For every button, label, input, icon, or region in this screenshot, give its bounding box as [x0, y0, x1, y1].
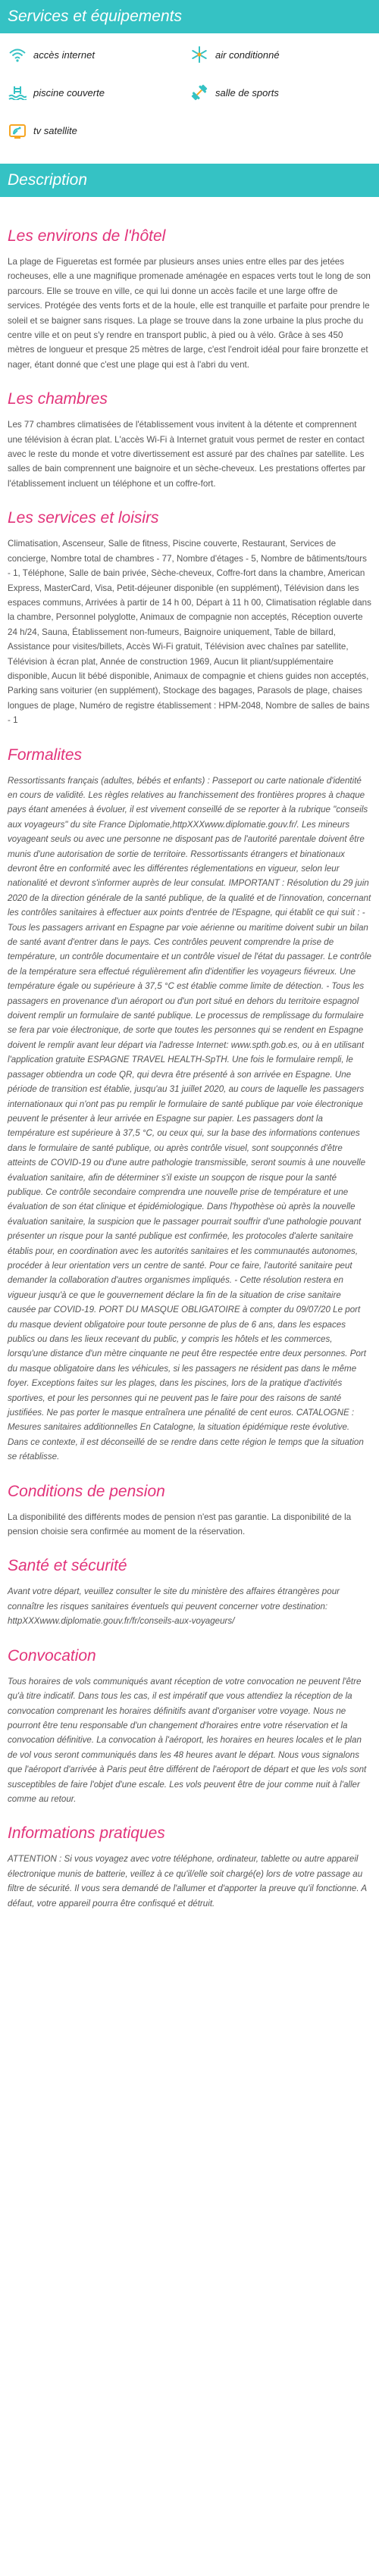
pool-icon	[8, 83, 27, 102]
section-heading-convocation: Convocation	[8, 1646, 96, 1665]
amenity-gym	[190, 76, 371, 109]
dumbbell-icon	[190, 83, 209, 102]
amenity-label: accès internet	[33, 48, 95, 61]
section-heading-health-safety: Santé et sécurité	[8, 1557, 127, 1575]
amenity-satellite-tv	[8, 114, 190, 147]
amenity-indoor-pool	[8, 76, 190, 109]
amenity-label: tv satellite	[33, 124, 77, 136]
wifi-icon	[8, 45, 27, 64]
amenity-internet	[8, 38, 190, 71]
section-text-practical-info: ATTENTION : Si vous voyagez avec votre téléphone, ordinateur, tablette ou autre appareil électronique munis de batterie, veillez à ce qu'il/elle soit chargé(e) lors de votre passage au filtre de sécurité. Il vous sera demandé de l'allumer et d'apporter la preuve qu'il fonctionne. A défaut, votre appareil pourra être confisqué et détruit.	[8, 1854, 367, 1909]
section-text-convocation: Tous horaires de vols communiqués avant réception de votre convocation ne peuvent l'être qu'à titre indicatif. Dans tous les cas, il est impératif que vous attendiez la réception de la convocation comprenant les horaires définitifs avant d'organiser votre voyage. Nous ne pourront être tenu responsable d'un changement d'horaires entre votre réservation et la convocation définitive. La convocation à l'aéroport, les horaires en heures locales et le plan de vol vous seront communiqués dans les 48 heures avant le départ. Nous vous signalons que l'aéroport d'arrivée à Paris peut être différent de l'aéroport de départ et que les vols sont susceptibles de faire l'objet d'une escale. Les vols peuvent être de jour comme nuit à l'aller comme au retour.	[8, 1676, 367, 1804]
section-heading-formalities: Formalites	[8, 746, 83, 764]
section-heading-services: Les services et loisirs	[8, 509, 159, 527]
snowflake-icon	[190, 45, 209, 64]
section-heading-practical-info: Informations pratiques	[8, 1824, 165, 1843]
amenity-label: air conditionné	[215, 48, 280, 61]
section-heading-board-conditions: Conditions de pension	[8, 1482, 165, 1500]
amenities-list	[0, 33, 379, 147]
amenity-label: piscine couverte	[33, 86, 105, 98]
section-text-formalities: Ressortissants français (adultes, bébés et enfants) : Passeport ou carte nationale d'identité en cours de validité. Les règles relatives au franchissement des frontières propres à chaque pays étant amenées à évoluer, il est vivement conseillé de se reporter à la rubrique "conseils aux voyageurs" du site France Diplomatie,httpXXXwww.diplomatie.gouv.fr/. Les mineurs voyageant seuls ou avec une personne ne disposant pas de l'autorité parentale doivent être munis d'une autorisation de sortie de territoire. Ressortissants étrangers et binationaux devront être en conformité avec les différentes réglementations en vigueur, selon leur nationalité et devront s'informer auprès de leur consulat. IMPORTANT : Résolution du 29 juin 2020 de la direction générale de la santé publique, de la qualité et de l'innovation, concernant les contrôles sanitaires à effectuer aux points d'entrée de l'Espagne, qui établit ce qui suit : - Tous les passagers arrivant en Espagne par voie aérienne ou maritime doivent subir un bilan de santé avant d'entrer dans le pays. Ces contrôles peuvent comprendre la prise de température, un contrôle documentaire et un contrôle visuel de l'état du passager. Le contrôle de la température sera effectué régulièrement afin d'identifier les voyageurs fiévreux. Une température égale ou supérieure à 37,5 °C est établie comme limite de détection. - Tous les passagers en provenance d'un aéroport ou d'un port situé en dehors du territoire espagnol doivent remplir un formulaire de santé publique. Le processus de remplissage du formulaire se fera par voie électronique, de sorte que toutes les personnes qui se rendent en Espagne doivent le remplir avant leur départ via l'adresse Internet: www.spth.gob.es, ou à en utilisant l'application gratuite ESPAGNE TRAVEL HEALTH-SpTH. Une fois le formulaire rempli, le passager obtiendra un code QR, qui devra être présenté à son arrivée en Espagne. Une période de transition est établie, jusqu'au 31 juillet 2020, au cours de laquelle les passagers internationaux qui n'ont pas pu remplir le formulaire de santé publique par voie électronique peuvent le présenter à leur arrivée en Espagne sur papier. Les passagers dont la température est supérieure à 37,5 °C, ou ceux qui, sur la base des informations contenues dans le formulaire de santé publique, ou après contrôle visuel, sont soupçonnés d'être atteints de COVID-19 ou d'une autre pathologie transmissible, seront soumis à une nouvelle évaluation sanitaire, afin de déterminer s'il existe un soupçon de risque pour la santé publique. Ce contrôle secondaire comprendra une nouvelle prise de température et une évaluation de son état clinique et épidémiologique. Dans l'hypothèse où après la nouvelle évaluation sanitaire, la suspicion que le passager pourrait souffrir d'une pathologie pouvant présenter un risque pour la santé publique est confirmée, les protocoles d'alerte sanitaire établis pour, en coordination avec les autorités sanitaires et les communautés autonomes, procéder à leur orientation vers un centre de santé. Pour ce faire, l'autorité sanitaire peut demander la collaboration d'autres organismes impliqués. - Cette résolution restera en vigueur jusqu'à ce que le gouvernement déclare la fin de la situation de crise sanitaire causée par COVID-19. PORT DU MASQUE OBLIGATOIRE à compter du 09/07/20 Le port du masque devient obligatoire pour toute personne de plus de 6 ans, dans les espaces publics ou dans les lieux recevant du public, y compris les hôtels et les commerces, lorsqu'une distance d'un mètre cinquante ne peut être respectée entre deux personnes. Port du masque obligatoire dans les véhicules, si les passagers ne résident pas dans le même foyer. Exceptions faites sur les plages, dans les piscines, lors de la pratique d'activités sportives, et pour les personnes qui ne peuvent pas le faire pour des raisons de santé justifiées. Ne pas porter le masque entraînera une pénalité de cent euros. CATALOGNE : Mesures sanitaires additionnelles En Catalogne, la situation épidémique reste évolutive. Dans ce contexte, il est déconseillé de se rendre dans cette région le temps que la situation se rétablisse.	[8, 775, 371, 1462]
section-text-surroundings: La plage de Figueretas est formée par plusieurs anses unies entre elles par des jetées rocheuses, elle a une magnifique promenade aménagée en espaces verts tout le long de son parcours. Elle se trouve en ville, ce qui lui donne un accès facile et une large offre de services. Protégée des vents forts et de la houle, elle est tranquille et parfaite pour prendre le soleil et se baigner sans risques. La plage se trouve dans la zone urbaine la plus proche du centre ville et on peut s'y rendre en transport public, à pied ou à vélo. Grâce à ses 450 mètres de longueur et presque 25 mètres de large, c'est l'endroit idéal pour faire bronzette et nager, étant donné que c'est une plage qui est à l'abri du vent.	[8, 257, 371, 370]
services-header: Services et équipements	[0, 0, 379, 33]
section-text-health-safety: Avant votre départ, veuillez consulter le site du ministère des affaires étrangères pour connaître les risques sanitaires éventuels qui peuvent concerner votre destination: httpXXXwww.diplomatie.gouv.fr/fr/conseils-aux-voyageurs/	[8, 1587, 340, 1627]
satellite-tv-icon	[8, 120, 27, 140]
section-text-board-conditions: La disponibilité des différents modes de pension n'est pas garantie. La disponibilité de la pension choisie sera confirmée au moment de la réservation.	[8, 1512, 352, 1537]
description-header: Description	[0, 164, 379, 197]
amenity-label: salle de sports	[215, 86, 279, 98]
section-text-services: Climatisation, Ascenseur, Salle de fitness, Piscine couverte, Restaurant, Services de concierge, Nombre total de chambres - 77, Nombre d'étages - 5, Nombre de bâtiments/tours - 1, Téléphone, Salle de bain privée, Sèche-cheveux, Coffre-fort dans la chambre, American Express, MasterCard, Visa, Petit-déjeuner disponible (en supplément), Télévision dans les espaces communs, Arrivées à partir de 14 h 00, Départ à 11 h 00, Climatisation réglable dans la chambre, Personnel polyglotte, Animaux de compagnie non acceptés, Réception ouverte 24 h/24, Sauna, Établissement non-fumeurs, Baignoire uniquement, Table de billard, Assistance pour visites/billets, Accès Wi-Fi gratuit, Télévision avec chaînes par satellite, Télévision à écran plat, Année de construction 1969, Aucun lit pliant/supplémentaire disponible, Aucun lit bébé disponible, Animaux de compagnie et chiens guides non acceptés, Parking sans voiturier (en supplément), Stockage des bagages, Parasols de plage, chaises longues de plage, Numéro de registre établissement : HPM-2048, Nombre de salles de bains - 1	[8, 539, 371, 726]
section-heading-surroundings: Les environs de l'hôtel	[8, 227, 166, 245]
section-heading-rooms: Les chambres	[8, 390, 108, 408]
section-text-rooms: Les 77 chambres climatisées de l'établissement vous invitent à la détente et comprennent une télévision à écran plat. L'accès Wi-Fi à Internet gratuit vous permet de rester en contact avec le reste du monde et votre divertissement est assuré par des chaînes par satellite. Les salles de bain comprennent une baignoire et un sèche-cheveux. Les prestations offertes par l'établissement incluent un téléphone et un coffre-fort.	[8, 420, 366, 489]
amenity-air-conditioning	[190, 38, 371, 71]
description-content	[0, 227, 379, 1934]
